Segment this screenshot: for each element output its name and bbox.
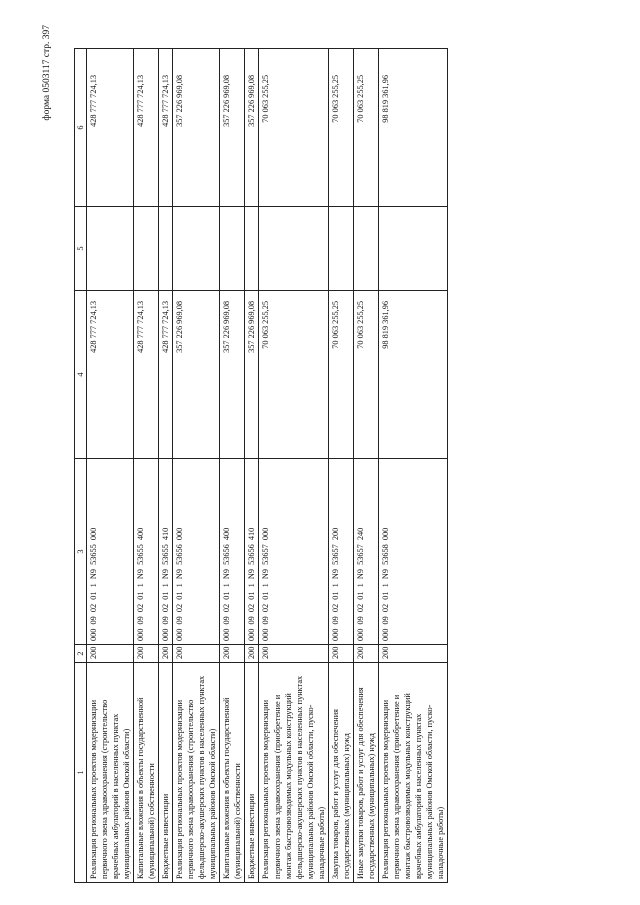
cell-executed — [259, 207, 328, 291]
cell-approved: 70 063 255,25 — [328, 291, 353, 459]
cell-executed — [173, 207, 220, 291]
column-header: 3 — [75, 459, 87, 645]
cell-budget-code: 000 09 02 01 1 N9 53658 000 — [378, 459, 447, 645]
cell-approved: 357 226 969,08 — [245, 291, 259, 459]
cell-approved: 428 777 724,13 — [87, 291, 134, 459]
cell-line-code: 200 — [259, 645, 328, 663]
cell-name: Капитальные вложения в объекты государственной (муниципальной) собственности — [220, 663, 245, 883]
cell-name: Реализация региональных проектов модернизации первичного звена здравоохранения (приобретение и монтаж быстровозводимых модульных конструкций фельдшерско-акушерских пунктов в населенных пунктах муниципальных районов Омской области, пуско-наладочные работы) — [259, 663, 328, 883]
table-row — [87, 49, 134, 883]
cell-unexecuted: 357 226 969,08 — [245, 49, 259, 207]
column-header: 5 — [75, 207, 87, 291]
cell-executed — [220, 207, 245, 291]
cell-approved: 428 777 724,13 — [134, 291, 159, 459]
cell-name: Капитальные вложения в объекты государственной (муниципальной) собственности — [134, 663, 159, 883]
cell-name: Реализация региональных проектов модернизации первичного звена здравоохранения (приобретение и монтаж быстровозводимых модульных конструкций врачебных амбулаторий в населенных пунктах муниципальных районов Омской области, пуско-наладочные работы) — [378, 663, 447, 883]
cell-unexecuted: 70 063 255,25 — [328, 49, 353, 207]
cell-budget-code: 000 09 02 01 1 N9 53657 240 — [353, 459, 378, 645]
cell-executed — [245, 207, 259, 291]
cell-executed — [87, 207, 134, 291]
cell-unexecuted: 70 063 255,25 — [259, 49, 328, 207]
cell-unexecuted: 428 777 724,13 — [159, 49, 173, 207]
cell-approved: 70 063 255,25 — [353, 291, 378, 459]
cell-name: Закупка товаров, работ и услуг для обеспечения государственных (муниципальных) нужд — [328, 663, 353, 883]
cell-line-code: 200 — [328, 645, 353, 663]
cell-name: Бюджетные инвестиции — [245, 663, 259, 883]
cell-line-code: 200 — [378, 645, 447, 663]
cell-executed — [353, 207, 378, 291]
rotated-page — [40, 13, 600, 893]
cell-budget-code: 000 09 02 01 1 N9 53655 000 — [87, 459, 134, 645]
column-header: 1 — [75, 663, 87, 883]
cell-line-code: 200 — [159, 645, 173, 663]
cell-budget-code: 000 09 02 01 1 N9 53656 000 — [173, 459, 220, 645]
cell-budget-code: 000 09 02 01 1 N9 53656 410 — [245, 459, 259, 645]
cell-unexecuted: 357 226 969,08 — [173, 49, 220, 207]
cell-name: Бюджетные инвестиции — [159, 663, 173, 883]
cell-unexecuted: 70 063 255,25 — [353, 49, 378, 207]
cell-executed — [134, 207, 159, 291]
cell-unexecuted: 357 226 969,08 — [220, 49, 245, 207]
cell-line-code: 200 — [134, 645, 159, 663]
cell-approved: 98 819 361,96 — [378, 291, 447, 459]
cell-name: Иные закупки товаров, работ и услуг для обеспечения государственных (муниципальных) нужд — [353, 663, 378, 883]
cell-approved: 70 063 255,25 — [259, 291, 328, 459]
table-row — [245, 49, 259, 883]
column-header: 4 — [75, 291, 87, 459]
column-header: 6 — [75, 49, 87, 207]
table-body — [87, 49, 448, 883]
table-row — [173, 49, 220, 883]
cell-budget-code: 000 09 02 01 1 N9 53655 400 — [134, 459, 159, 645]
cell-unexecuted: 98 819 361,96 — [378, 49, 447, 207]
cell-budget-code: 000 09 02 01 1 N9 53657 000 — [259, 459, 328, 645]
cell-approved: 428 777 724,13 — [159, 291, 173, 459]
cell-line-code: 200 — [173, 645, 220, 663]
cell-budget-code: 000 09 02 01 1 N9 53657 200 — [328, 459, 353, 645]
cell-line-code: 200 — [353, 645, 378, 663]
table-row — [220, 49, 245, 883]
table-row — [353, 49, 378, 883]
table-row — [134, 49, 159, 883]
header-row — [75, 49, 87, 883]
column-header: 2 — [75, 645, 87, 663]
cell-name: Реализация региональных проектов модернизации первичного звена здравоохранения (строительство врачебных амбулаторий в населенных пунктах муниципальных районов Омской области) — [87, 663, 134, 883]
cell-approved: 357 226 969,08 — [220, 291, 245, 459]
form-note: форма 0503117 стр. 397 — [42, 25, 52, 121]
cell-budget-code: 000 09 02 01 1 N9 53656 400 — [220, 459, 245, 645]
cell-approved: 357 226 969,08 — [173, 291, 220, 459]
cell-unexecuted: 428 777 724,13 — [87, 49, 134, 207]
cell-executed — [328, 207, 353, 291]
cell-executed — [159, 207, 173, 291]
cell-unexecuted: 428 777 724,13 — [134, 49, 159, 207]
table-row — [259, 49, 328, 883]
cell-budget-code: 000 09 02 01 1 N9 53655 410 — [159, 459, 173, 645]
cell-executed — [378, 207, 447, 291]
table-row — [378, 49, 447, 883]
cell-name: Реализация региональных проектов модернизации первичного звена здравоохранения (строительство фельдшерско-акушерских пунктов в населенных пунктах муниципальных районов Омской области) — [173, 663, 220, 883]
cell-line-code: 200 — [87, 645, 134, 663]
cell-line-code: 200 — [220, 645, 245, 663]
table-row — [328, 49, 353, 883]
cell-line-code: 200 — [245, 645, 259, 663]
budget-table — [74, 48, 448, 883]
table-row — [159, 49, 173, 883]
